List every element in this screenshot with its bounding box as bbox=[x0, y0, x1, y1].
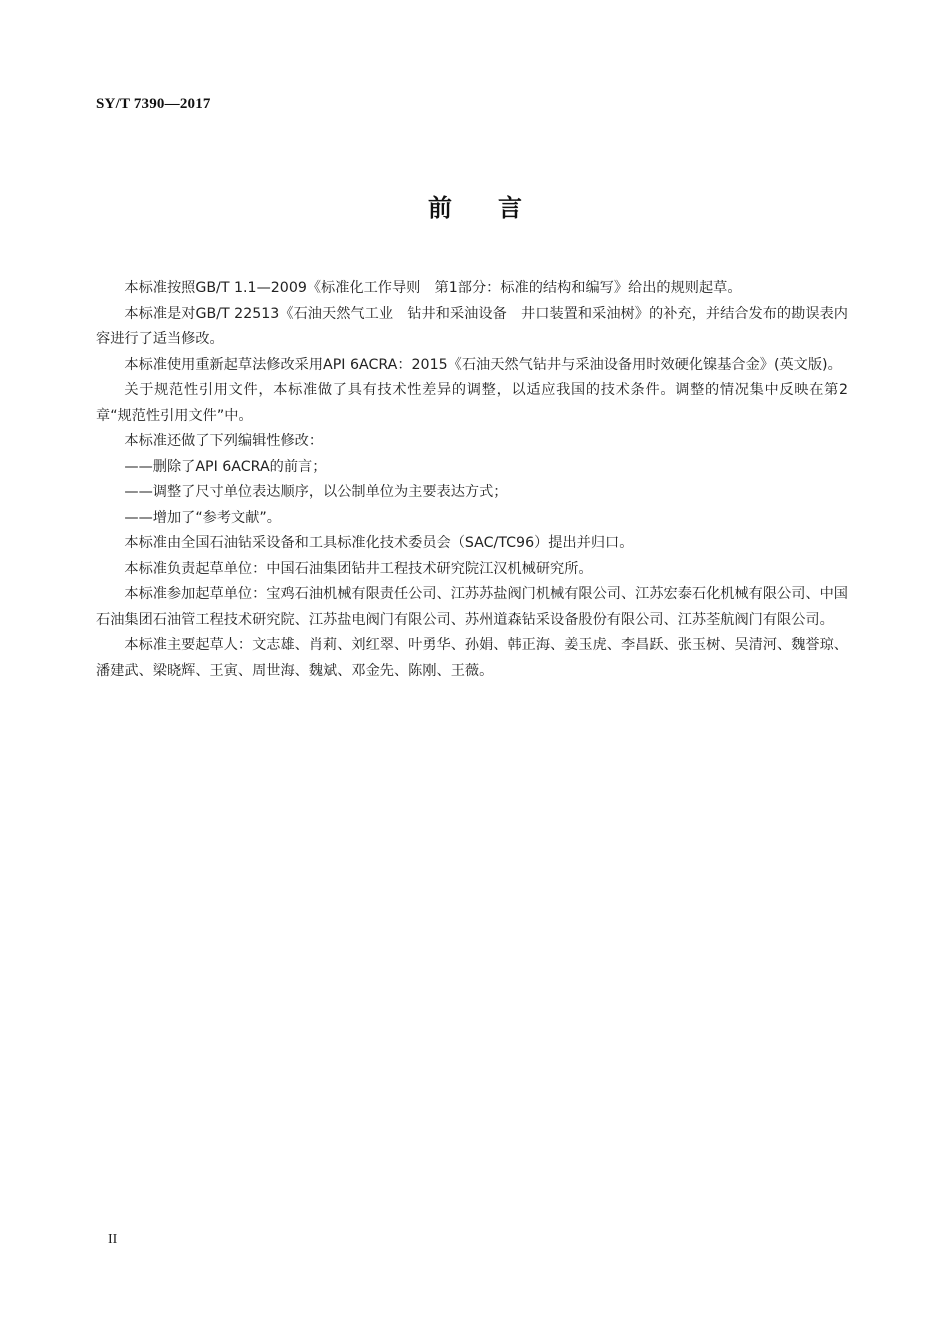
paragraph-editorial-intro: 本标准还做了下列编辑性修改： bbox=[124, 433, 324, 449]
paragraph-main-drafters: 本标准主要起草人：文志雄、肖莉、刘红翠、叶勇华、孙娟、韩正海、姜玉虎、李昌跃、张玉树、吴清河、魏誉琼、潘建武、梁晓辉、王寅、周世海、魏斌、邓金先、陈刚、王薇。 bbox=[96, 637, 848, 679]
paragraph-responsible-drafter: 本标准负责起草单位：中国石油集团钻井工程技术研究院江汉机械研究所。 bbox=[124, 560, 593, 577]
paragraph-participating-drafters: 本标准参加起草单位：宝鸡石油机械有限责任公司、江苏苏盐阀门机械有限公司、江苏宏泰石化机械有限公司、中国石油集团石油管工程技术研究院、江苏盐电阀门有限公司、苏州道森钻采设备股份有限公司、江苏荃航阀门有限公司。 bbox=[96, 586, 848, 628]
page-number: II bbox=[108, 1232, 118, 1247]
standard-number-header: SY/T 7390—2017 bbox=[96, 96, 211, 112]
list-item: ——增加了“参考文献”。 bbox=[124, 509, 281, 526]
paragraph-proposer: 本标准由全国石油钻采设备和工具标准化技术委员会（SAC/TC96）提出并归口。 bbox=[124, 535, 634, 551]
paragraph-normative-references: 关于规范性引用文件，本标准做了具有技术性差异的调整，以适应我国的技术条件。调整的情况集中反映在第2章“规范性引用文件”中。 bbox=[96, 382, 848, 424]
foreword-body bbox=[96, 276, 848, 684]
paragraph-supplement: 本标准是对GB/T 22513《石油天然气工业 钻井和采油设备 井口装置和采油树》的补充，并结合发布的勘误表内容进行了适当修改。 bbox=[96, 305, 848, 347]
list-item: ——调整了尺寸单位表达顺序，以公制单位为主要表达方式； bbox=[124, 484, 508, 500]
list-item: ——删除了API 6ACRA的前言； bbox=[124, 458, 327, 475]
paragraph-adoption: 本标准使用重新起草法修改采用API 6ACRA：2015《石油天然气钻井与采油设备用时效硬化镍基合金》(英文版)。 bbox=[124, 356, 842, 373]
page-title: 前言 bbox=[428, 194, 568, 222]
paragraph-drafting-rules: 本标准按照GB/T 1.1—2009《标准化工作导则 第1部分：标准的结构和编写》给出的规则起草。 bbox=[124, 280, 742, 296]
